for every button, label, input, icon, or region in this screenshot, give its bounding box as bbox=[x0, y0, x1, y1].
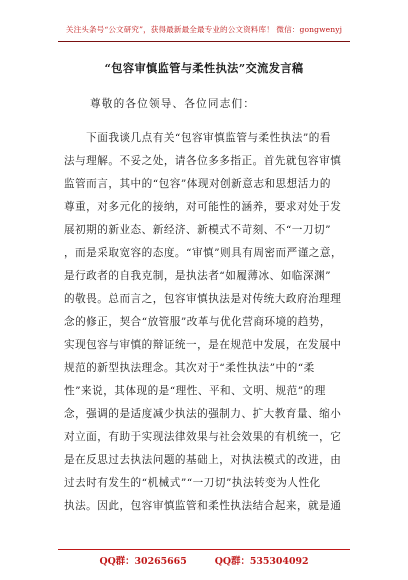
footer-qq-group-2: QQ群：535304092 bbox=[214, 556, 309, 567]
header-divider bbox=[58, 41, 350, 42]
body-line: 过去时有发生的“机械式”“一刀切”执法转变为人性化 bbox=[64, 477, 321, 489]
body-line: 实现包容与审慎的辩证统一，是在规范中发展，在发展中 bbox=[64, 339, 342, 351]
body-line: 监管而言，其中的“包容”体现对创新意志和思想活力的 bbox=[64, 178, 331, 190]
body-line: 规范的新型执法理念。其次对于“柔性执法”中的“柔 bbox=[64, 362, 315, 374]
body-line: 下面我谈几点有关“包容审慎监管与柔性执法”的看 bbox=[64, 132, 331, 144]
body-line: 念，强调的是适度减少执法的强制力、扩大教育量、缩小 bbox=[64, 408, 342, 420]
footer-qq-group-1: QQ群：30265665 bbox=[99, 556, 187, 567]
body-line: 是在反思过去执法问题的基础上，对执法模式的改进，由 bbox=[64, 454, 342, 466]
body-line: 性”来说，其体现的是“理性、平和、文明、规范”的理 bbox=[64, 385, 326, 397]
body-line: 执法。因此，包容审慎监管和柔性执法结合起来，就是通 bbox=[64, 500, 342, 512]
header-banner: 关注头条号“公文研究”，获得最新最全最专业的公文资料库！ 微信：gongwenyj bbox=[65, 25, 343, 34]
footer-divider bbox=[58, 549, 350, 550]
body-line: 尊重，对多元化的接纳，对可能性的涵养，要求对处于发 bbox=[64, 201, 342, 213]
body-line: 展初期的新业态、新经济、新模式不苛刻、不“一刀切” bbox=[64, 224, 331, 236]
body-line: 是行政者的自我克制，是执法者“如履薄冰、如临深渊” bbox=[64, 270, 331, 282]
body-line: ，而是采取宽容的态度。“审慎”则具有周密而严谨之意， bbox=[64, 247, 343, 259]
salutation: 尊敬的各位领导、各位同志们： bbox=[90, 98, 256, 110]
body-line: 对立面，有助于实现法律效果与社会效果的有机统一，它 bbox=[64, 431, 342, 443]
footer bbox=[0, 553, 408, 567]
body-line: 念的修正，契合“放管服”改革与优化营商环境的趋势， bbox=[64, 316, 331, 328]
body-line: 的敬畏。总而言之，包容审慎执法是对传统大政府治理理 bbox=[64, 293, 342, 305]
body-line: 法与理解。不妥之处，请各位多多指正。首先就包容审慎 bbox=[64, 155, 342, 167]
document-title: “包容审慎监管与柔性执法”交流发言稿 bbox=[104, 61, 304, 75]
